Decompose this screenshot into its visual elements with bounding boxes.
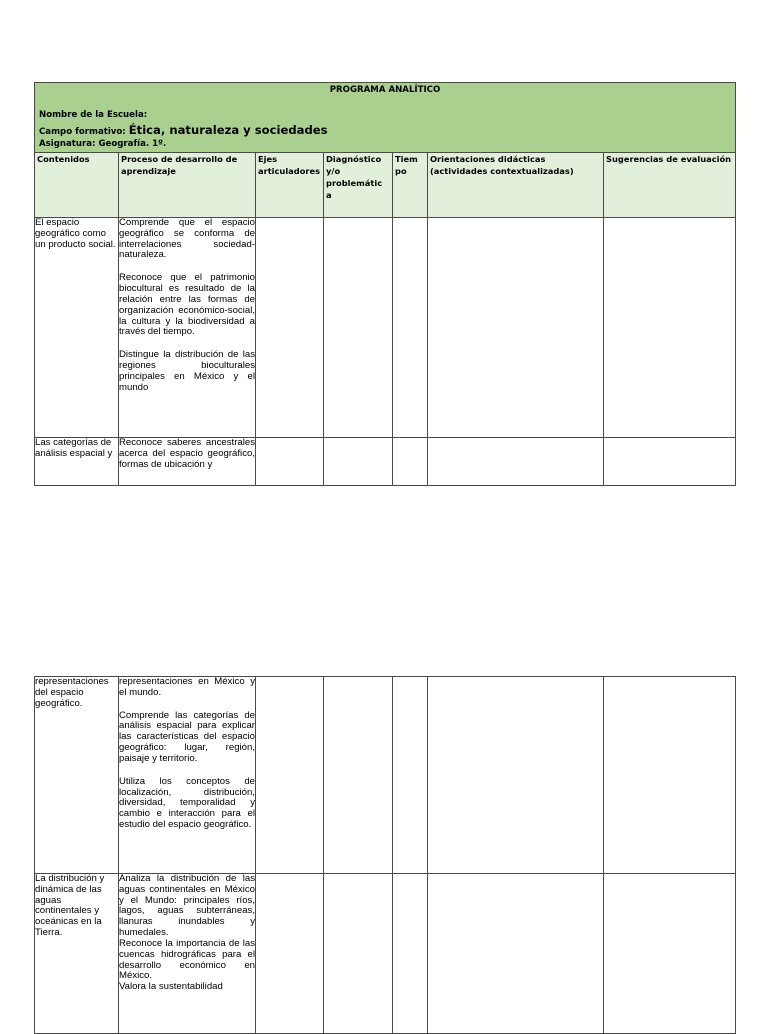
col-header-orientaciones: Orientaciones didácticas (actividades contextualizadas) xyxy=(428,153,604,218)
ejes-cell xyxy=(256,677,324,874)
col-header-ejes: Ejes articuladores xyxy=(256,153,324,218)
contenido-cell: El espacio geográfico como un producto social. xyxy=(35,218,119,438)
proceso-cell: Reconoce saberes ancestrales acerca del espacio geográfico, formas de ubicación y xyxy=(119,438,256,486)
ejes-cell xyxy=(256,218,324,438)
diagnostico-cell xyxy=(324,677,393,874)
table-row xyxy=(35,218,736,438)
evaluacion-cell xyxy=(604,218,736,438)
contenido-cell: Las categorías de análisis espacial y xyxy=(35,438,119,486)
col-header-proceso: Proceso de desarrollo de aprendizaje xyxy=(119,153,256,218)
table-row xyxy=(35,874,736,1034)
proceso-cell: Comprende que el espacio geográfico se conforma de interrelaciones sociedad-naturaleza. Reconoce que el patrimonio biocultural es resultado de la relación entre las formas de organización económico-social, la cultura y la biodiversidad a través del tiempo. Distingue la distribución de las regiones bioculturales principales en México y el mundo xyxy=(119,218,256,438)
orientaciones-cell xyxy=(428,677,604,874)
col-header-evaluacion: Sugerencias de evaluación xyxy=(604,153,736,218)
diagnostico-cell xyxy=(324,218,393,438)
orientaciones-cell xyxy=(428,438,604,486)
table-row xyxy=(35,438,736,486)
evaluacion-cell xyxy=(604,874,736,1034)
col-header-tiempo: Tiem po xyxy=(393,153,428,218)
field-line xyxy=(39,123,328,137)
tiempo-cell xyxy=(393,438,428,486)
tiempo-cell xyxy=(393,218,428,438)
diagnostico-cell xyxy=(324,438,393,486)
analytic-program-table-page-2 xyxy=(34,676,736,1034)
orientaciones-cell xyxy=(428,218,604,438)
tiempo-cell xyxy=(393,677,428,874)
diagnostico-cell xyxy=(324,874,393,1034)
field-label: Campo formativo: xyxy=(39,127,126,137)
ejes-cell xyxy=(256,438,324,486)
contenido-cell: La distribución y dinámica de las aguas continentales y oceánicas en la Tierra. xyxy=(35,874,119,1034)
contenido-cell: representaciones del espacio geográfico. xyxy=(35,677,119,874)
proceso-cell: representaciones en México y el mundo. Comprende las categorías de análisis espacial para explicar las características del espacio geográfico: lugar, región, paisaje y territorio. Utiliza los conceptos de localización, distribución, diversidad, temporalidad y cambio e interacción para el estudio del espacio geográfico. xyxy=(119,677,256,874)
school-name-label: Nombre de la Escuela: xyxy=(39,110,148,120)
tiempo-cell xyxy=(393,874,428,1034)
subject-line: Asignatura: Geografía. 1º. xyxy=(39,139,167,149)
evaluacion-cell xyxy=(604,677,736,874)
col-header-diagnostico: Diagnóstico y/o problemátic a xyxy=(324,153,393,218)
document-title: PROGRAMA ANALÍTICO xyxy=(329,85,441,95)
header-block xyxy=(35,83,736,153)
proceso-cell: Analiza la distribución de las aguas continentales en México y el Mundo: principales ríos, lagos, aguas subterráneas, llanuras inundables y humedales. Reconoce la importancia de las cuencas hidrográficas para el desarrollo económico en México. Valora la sustentabilidad xyxy=(119,874,256,1034)
col-header-contenidos: Contenidos xyxy=(35,153,119,218)
ejes-cell xyxy=(256,874,324,1034)
orientaciones-cell xyxy=(428,874,604,1034)
analytic-program-table-page-1 xyxy=(34,82,736,486)
table-row xyxy=(35,677,736,874)
evaluacion-cell xyxy=(604,438,736,486)
field-value: Ética, naturaleza y sociedades xyxy=(128,123,328,137)
